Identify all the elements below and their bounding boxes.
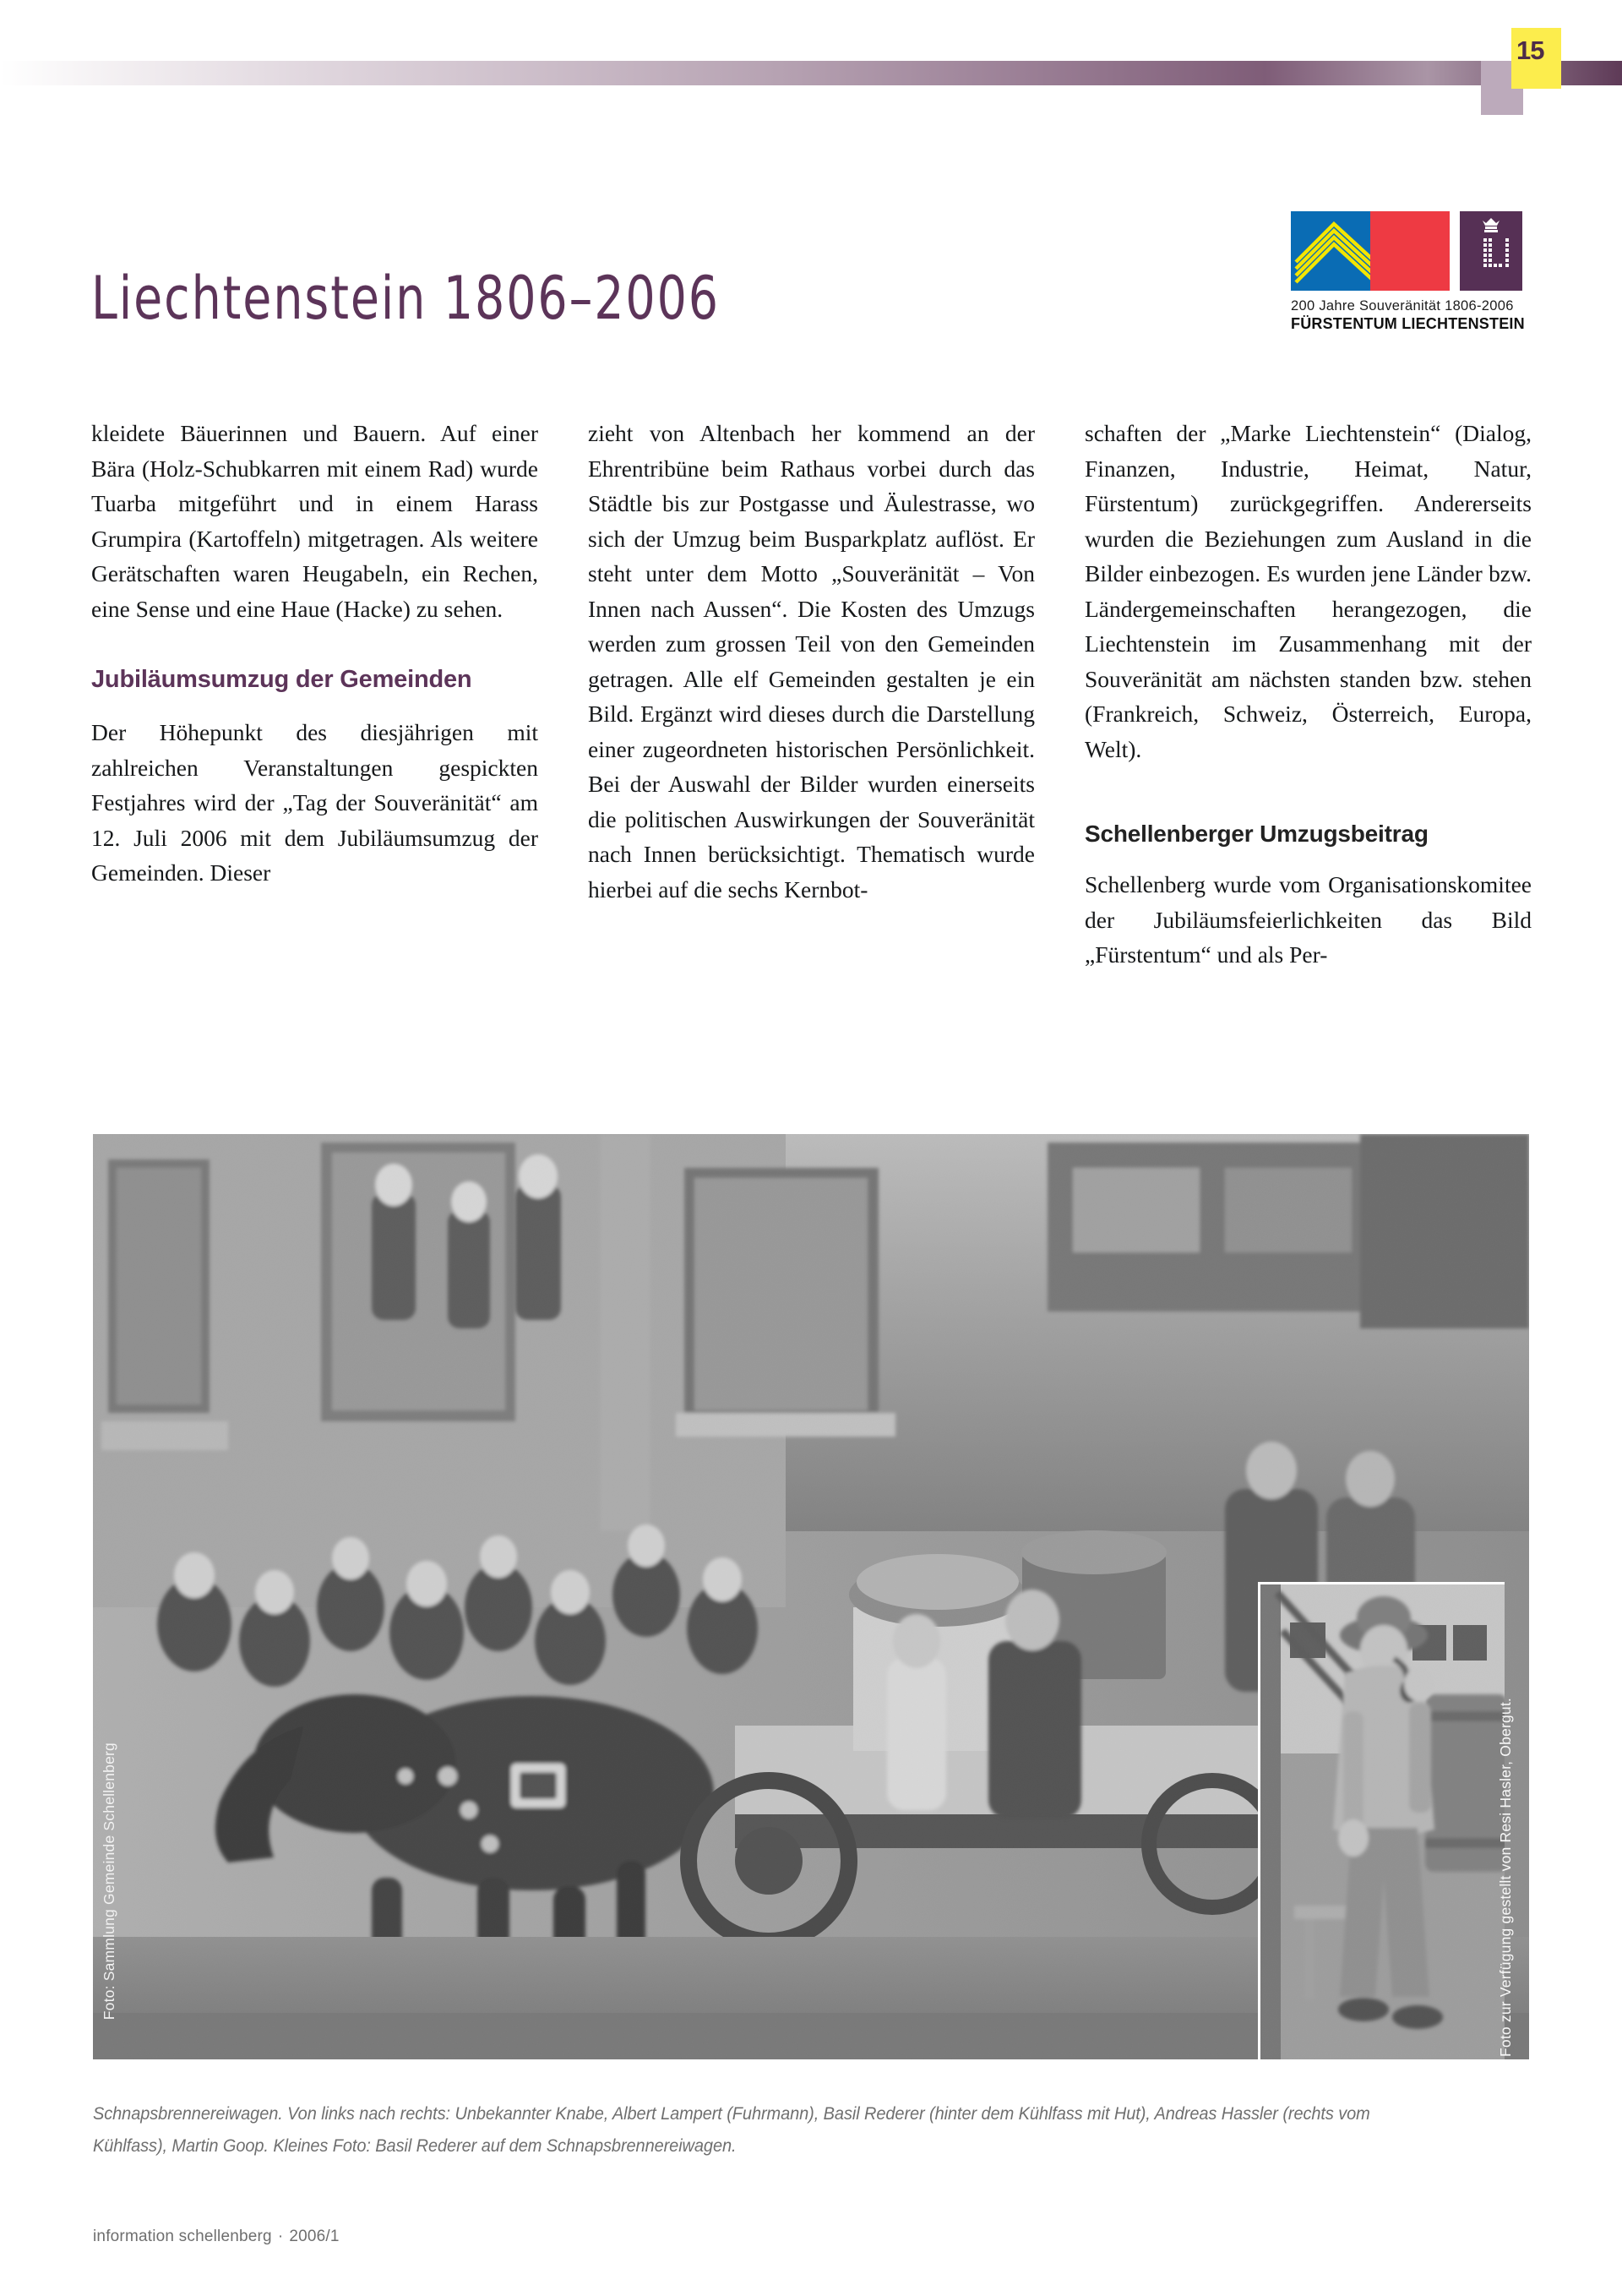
footer-publication: information schellenberg — [93, 2228, 272, 2245]
paragraph: zieht von Altenbach her kommend an der Ehrentribüne beim Rathaus vorbei durch das Städtle bis zur Postgasse und Äulestrasse, wo sich der Umzug beim Busparkplatz auflöst. Er steht unter dem Motto „Souveränität – Von Innen nach Aussen“. Die Kosten des Umzugs werden zum grossen Teil von den Gemeinden getragen. Alle elf Gemeinden gestalten je ein Bild. Ergänzt wird dieses durch die Darstellung einer zugeordneten historischen Persönlichkeit. Bei der Auswahl der Bilder wurden einerseits die politischen Auswirkungen der Souveränität nach Innen berücksichtigt. Thematisch wurde hierbei auf die sechs Kernbot- — [588, 420, 1035, 903]
footer-separator: · — [277, 2228, 284, 2245]
section-heading-schellenberger: Schellenberger Umzugsbeitrag — [1085, 821, 1429, 847]
page-footer — [93, 2228, 340, 2246]
jubilee-logo — [1291, 211, 1539, 333]
li-crown-crest-icon — [1460, 211, 1522, 291]
paragraph: kleidete Bäuerinnen und Bauern. Auf einer Bära (Holz-Schubkarren mit einem Rad) wurde Tuarba mitgeführt und in einem Harass Grumpira (Kartoffeln) mitgetragen. Als weitere Gerätschaften waren Heugabeln, ein Rechen, eine Sense und eine Haue (Hacke) zu sehen. — [91, 420, 538, 622]
paragraph: Schellenberg wurde vom Organisationskomitee der Jubiläumsfeierlichkeiten das Bild „Fürstentum“ und als Per- — [1085, 871, 1532, 968]
inset-photo-graphic — [1260, 1584, 1505, 2059]
photo-credit-right: Foto zur Verfügung gestellt von Resi Hasler, Obergut. — [1497, 1698, 1514, 2057]
logo-marks — [1291, 211, 1539, 291]
section-heading-jubilaeumsumzug: Jubiläumsumzug der Gemeinden — [91, 666, 472, 693]
flag-red-field — [1370, 211, 1450, 291]
text-column-1 — [91, 416, 538, 973]
page-number: 15 — [1516, 35, 1544, 65]
liechtenstein-flag-icon — [1291, 211, 1450, 291]
flag-blue-field — [1291, 211, 1370, 291]
text-column-2 — [588, 416, 1035, 973]
photo-credit-left: Foto: Sammlung Gemeinde Schellenberg — [101, 1742, 117, 2021]
crest-svg — [1460, 211, 1522, 291]
text-column-3 — [1085, 416, 1532, 973]
photo-caption: Schnapsbrennereiwagen. Von links nach rechts: Unbekannter Knabe, Albert Lampert (Fuhrmann), Basil Rederer (hinter dem Kühlfass mit Hut), Andreas Hassler (rechts vom Kühlfass), Martin Goop. Kleines Foto: Basil Rederer auf dem Schnapsbrennereiwagen. — [93, 2103, 1370, 2156]
paragraph: Der Höhepunkt des diesjährigen mit zahlreichen Veranstaltungen gespickten Festjahres wird der „Tag der Souveränität“ am 12. Juli 2006 mit dem Jubiläumsumzug der Gemeinden. Dieser — [91, 719, 538, 886]
paragraph: schaften der „Marke Liechtenstein“ (Dialog, Finanzen, Industrie, Heimat, Natur, Fürstentum) zurückgegriffen. Andererseits wurden die Beziehungen zum Ausland in die Bilder einbezogen. Es wurden jene Länder bzw. Ländergemeinschaften herangezogen, die Liechtenstein im Zusammenhang mit der Souveränität am nächsten standen bzw. stehen (Frankreich, Schweiz, Österreich, Europa, Welt). — [1085, 420, 1532, 762]
inset-photograph — [1258, 1582, 1505, 2059]
page-title: Liechtenstein 1806–2006 — [91, 264, 720, 333]
footer-issue: 2006/1 — [289, 2228, 340, 2245]
top-gradient-band — [0, 61, 1622, 85]
logo-caption-country: FÜRSTENTUM LIECHTENSTEIN — [1291, 315, 1525, 332]
logo-caption-anniversary: 200 Jahre Souveränität 1806-2006 — [1291, 298, 1514, 314]
ray-fan-icon — [1294, 218, 1370, 286]
article-columns — [91, 416, 1532, 973]
